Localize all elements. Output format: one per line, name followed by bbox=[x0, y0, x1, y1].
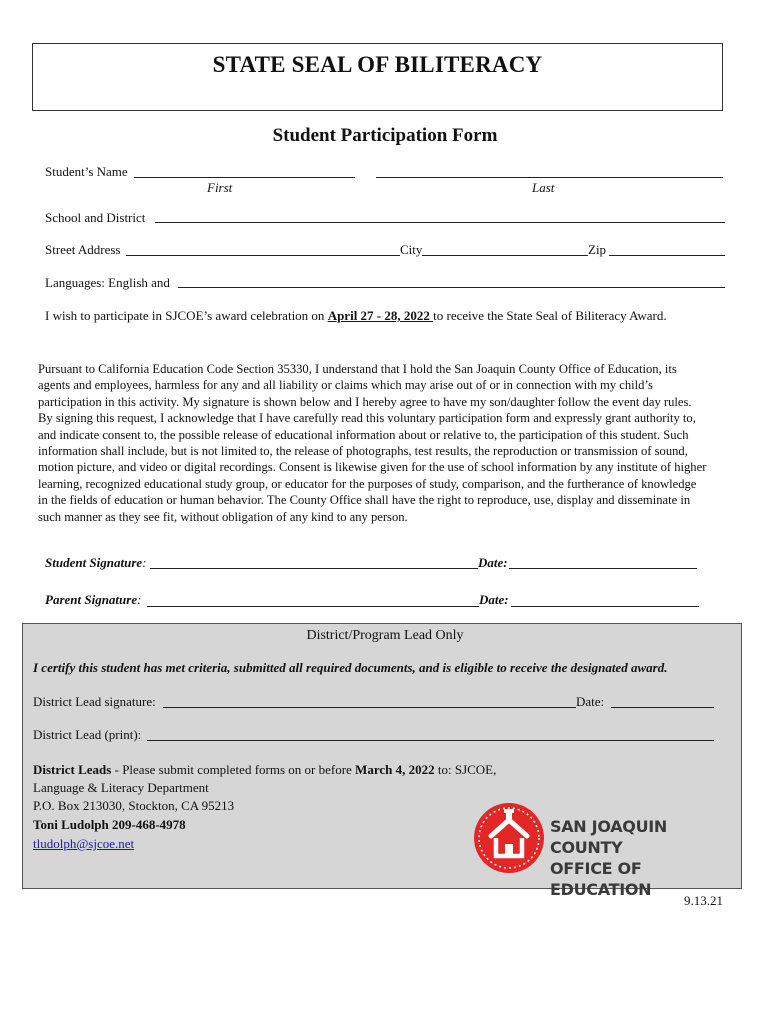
parent-date-field[interactable] bbox=[511, 606, 699, 607]
school-district-label: School and District bbox=[45, 210, 146, 225]
title-box bbox=[32, 43, 723, 111]
submit-lead: District Leads bbox=[33, 762, 112, 777]
first-caption: First bbox=[207, 180, 233, 195]
submit-text2: to: SJCOE, bbox=[434, 762, 497, 777]
schoolhouse-icon bbox=[473, 802, 545, 874]
lead-signature-label: District Lead signature: bbox=[33, 694, 156, 709]
city-label: City bbox=[400, 242, 423, 257]
street-address-label: Street Address bbox=[45, 242, 121, 257]
city-field[interactable] bbox=[422, 255, 588, 256]
sjcoe-logo bbox=[473, 801, 733, 899]
student-signature-label bbox=[45, 555, 147, 571]
submit-instructions bbox=[33, 762, 496, 778]
last-caption: Last bbox=[532, 180, 555, 195]
lead-signature-field[interactable] bbox=[163, 707, 576, 708]
certify-statement: I certify this student has met criteria, submitted all required documents, and is eligible to receive the designated award. bbox=[33, 660, 668, 675]
parent-signature-label bbox=[45, 592, 141, 608]
languages-field[interactable] bbox=[178, 287, 725, 288]
student-signature-text: Student Signature bbox=[45, 555, 143, 570]
consent-paragraph: Pursuant to California Education Code Section 35330, I understand that I hold the San Joaquin County Office of Education, its agents and employees, harmless for any and all liability or claims which may arise out of or in connection with my child’s participation in this activity. My signature is shown below and I hereby agree to have my son/daughter follow the event day rules. By signing this request, I acknowledge that I have carefully read this voluntary participation form and expressly grant authority to, and indicate consent to, the possible release of educational information about or relative to, the participation of this student. Such information shall include, but is not limited to, the release of photographs, test results, the reproduction or transmission of sound, motion picture, and video or digital recordings. Consent is likewise given for the use of school information by any institute of higher learning, recognized educational study group, or educator for the purposes of study, comparison, and the furtherance of knowledge in the fields of education or human behavior. The County Office shall have the right to reproduce, use, display and disseminate in such manner as they see fit, without obligation of any kind to any person. bbox=[38, 362, 707, 524]
student-date-label: Date: bbox=[478, 555, 508, 570]
languages-label: Languages: English and bbox=[45, 275, 170, 290]
logo-wordmark bbox=[550, 816, 733, 900]
student-date-field[interactable] bbox=[509, 568, 697, 569]
logo-line-2: OFFICE OF EDUCATION bbox=[550, 859, 652, 899]
parent-signature-field[interactable] bbox=[147, 606, 479, 607]
submit-date: March 4, 2022 bbox=[355, 762, 435, 777]
district-box-title: District/Program Lead Only bbox=[306, 628, 464, 643]
first-name-field[interactable] bbox=[134, 177, 355, 178]
submit-text: - Please submit completed forms on or before bbox=[111, 762, 356, 777]
form-title: STATE SEAL OF BILITERACY bbox=[212, 52, 543, 77]
event-date: April 27 - 28, 2022 bbox=[327, 308, 434, 323]
parent-signature-colon: : bbox=[137, 592, 142, 607]
school-district-field[interactable] bbox=[155, 222, 725, 223]
participation-text-after: to receive the State Seal of Biliteracy Award. bbox=[433, 308, 667, 323]
participation-statement bbox=[45, 308, 667, 324]
lead-date-field[interactable] bbox=[611, 707, 714, 708]
lead-date-label: Date: bbox=[576, 694, 605, 709]
parent-signature-text: Parent Signature bbox=[45, 592, 138, 607]
parent-date-label: Date: bbox=[479, 592, 509, 607]
street-address-field[interactable] bbox=[126, 255, 400, 256]
participation-text-before: I wish to participate in SJCOE’s award celebration on bbox=[45, 308, 328, 323]
form-subtitle: Student Participation Form bbox=[272, 125, 498, 146]
last-name-field[interactable] bbox=[376, 177, 723, 178]
student-signature-colon: : bbox=[142, 555, 147, 570]
logo-line-1: SAN JOAQUIN COUNTY bbox=[550, 817, 668, 857]
lead-print-field[interactable] bbox=[147, 740, 714, 741]
contact-email-link[interactable]: tludolph@sjcoe.net bbox=[33, 836, 135, 851]
form-version: 9.13.21 bbox=[684, 893, 723, 908]
mailing-address: P.O. Box 213030, Stockton, CA 95213 bbox=[33, 798, 235, 813]
student-name-label: Student’s Name bbox=[45, 164, 128, 179]
department: Language & Literacy Department bbox=[33, 780, 209, 795]
student-signature-field[interactable] bbox=[150, 568, 478, 569]
zip-field[interactable] bbox=[609, 255, 725, 256]
contact-name-phone: Toni Ludolph 209-468-4978 bbox=[33, 817, 186, 832]
zip-label: Zip bbox=[588, 242, 607, 257]
lead-print-label: District Lead (print): bbox=[33, 727, 142, 742]
